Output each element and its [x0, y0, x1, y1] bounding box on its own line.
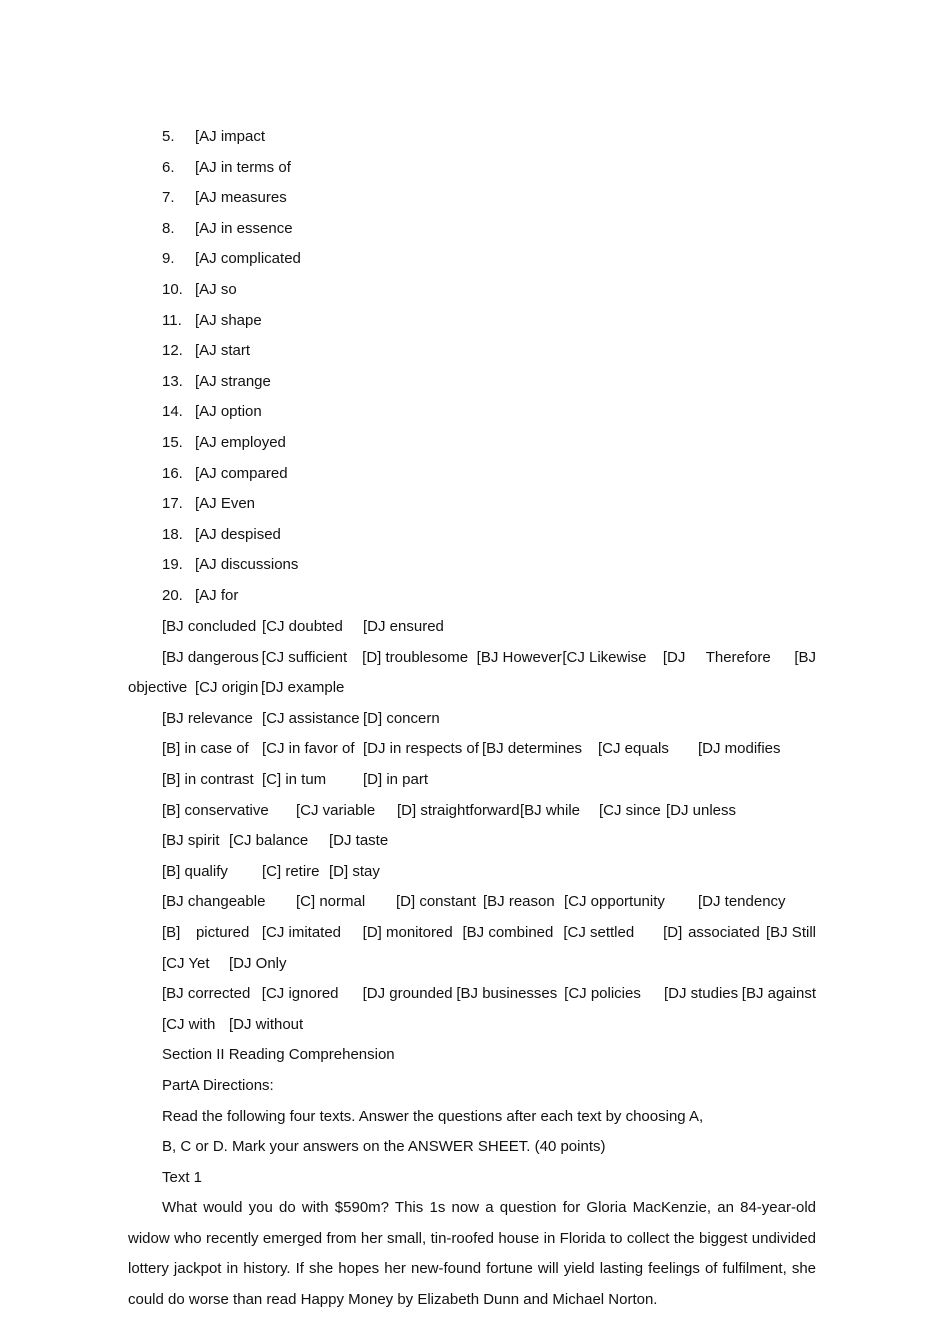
option-cell: [DJ taste	[329, 832, 389, 850]
option-cell: [CJ opportunity	[564, 893, 665, 911]
list-item	[162, 367, 301, 398]
list-item	[162, 244, 301, 275]
item-number: 13.	[162, 372, 183, 390]
option-row	[128, 734, 816, 765]
option-cell: [BJ corrected	[162, 985, 251, 1003]
list-item	[162, 428, 301, 459]
passage-paragraph: What would you do with $590m? This 1s now a question for Gloria MacKenzie, an 84-year-old widow who recently emerged from her small, tin-roofed house in Florida to collect the biggest undivided lottery jackpot in history. If she hopes her new-found fortune will yield lasting feelings of fulfilment, she could do worse than read Happy Money by Elizabeth Dunn and Michael Norton.	[128, 1199, 816, 1309]
option-cell: [BJ	[794, 648, 817, 666]
option-cell: [CJ since	[599, 801, 661, 819]
item-number: 20.	[162, 586, 183, 604]
option-row	[128, 1010, 816, 1041]
item-text: [AJ option	[195, 403, 262, 421]
item-number: 10.	[162, 280, 183, 298]
item-number: 6.	[162, 158, 175, 176]
item-text: [AJ in terms of	[195, 158, 291, 176]
option-cell: [BJ relevance	[162, 709, 253, 727]
option-cell: [DJ ensured	[363, 618, 444, 635]
option-row	[128, 979, 816, 1010]
option-row	[128, 796, 816, 827]
item-text: [AJ despised	[195, 525, 281, 543]
option-row	[128, 918, 816, 949]
option-cell: [D] troublesome	[362, 648, 469, 666]
option-cell: [BJ businesses	[456, 985, 558, 1003]
option-cell: Therefore	[705, 648, 771, 666]
option-cell: pictured	[195, 923, 250, 941]
option-cell: [DJ studies	[663, 985, 739, 1003]
item-text: [AJ in essence	[195, 219, 293, 237]
item-number: 9.	[162, 250, 175, 268]
option-cell: [CJ ignored	[261, 985, 339, 1003]
option-cell: [D] constant	[396, 893, 477, 911]
document-body	[128, 612, 816, 1316]
option-cell: [CJ origin	[195, 679, 259, 697]
list-item	[162, 275, 301, 306]
option-row	[128, 612, 816, 643]
item-number: 12.	[162, 342, 183, 360]
option-cell: [BJ determines	[482, 740, 583, 758]
option-cell: [CJ Likewise	[562, 648, 647, 666]
option-cell: [CJ imitated	[261, 923, 342, 941]
option-cell: associated	[688, 923, 760, 941]
list-item	[162, 336, 301, 367]
option-cell: [BJ against	[741, 985, 817, 1003]
option-cell: [D] stay	[329, 862, 380, 880]
list-item	[162, 459, 301, 490]
item-number: 5.	[162, 128, 175, 145]
item-text: [AJ employed	[195, 433, 286, 451]
option-cell: [BJ changeable	[162, 893, 266, 911]
list-item	[162, 153, 301, 184]
option-cell: [BJ spirit	[162, 832, 220, 850]
item-number: 7.	[162, 189, 175, 207]
option-row	[128, 643, 816, 674]
option-cell: [BJ combined	[462, 923, 554, 941]
numbered-option-list	[162, 122, 301, 612]
option-cell: [CJ equals	[598, 740, 669, 758]
option-cell: [CJ policies	[564, 985, 641, 1003]
item-number: 17.	[162, 495, 183, 513]
option-cell: [B] in case of	[162, 740, 249, 758]
option-cell: [CJ sufficient	[261, 648, 348, 666]
option-cell: [DJ grounded	[362, 985, 453, 1003]
option-cell: [BJ Still	[765, 923, 816, 941]
option-cell: [C] in tum	[262, 770, 327, 788]
item-text: [AJ impact	[195, 128, 266, 145]
item-text: [AJ strange	[195, 372, 271, 390]
option-cell: [DJ unless	[666, 801, 737, 819]
option-cell: [D] straightforward	[397, 801, 520, 819]
option-row	[128, 826, 816, 857]
item-text: [AJ start	[195, 342, 251, 360]
section-title: Section II Reading Comprehension	[162, 1046, 395, 1064]
option-cell: [D] in part	[363, 770, 429, 788]
item-text: [AJ Even	[195, 495, 256, 513]
item-number: 16.	[162, 464, 183, 482]
list-item	[162, 214, 301, 245]
option-cell: [CJ with	[162, 1015, 216, 1033]
option-cell: [CJ variable	[296, 801, 376, 819]
list-item	[162, 550, 301, 581]
list-item	[162, 306, 301, 337]
option-cell: [B] in contrast	[162, 770, 254, 788]
item-text: [AJ measures	[195, 189, 287, 207]
list-item	[162, 183, 301, 214]
item-text: [AJ shape	[195, 311, 262, 329]
option-cell: [CJ settled	[563, 923, 635, 941]
directions-line: Read the following four texts. Answer the questions after each text by choosing A,	[162, 1107, 704, 1125]
item-text: [AJ for	[195, 586, 239, 604]
option-cell: [DJ tendency	[698, 893, 786, 911]
option-cell: [B]	[162, 923, 181, 941]
option-row	[128, 887, 816, 918]
option-cell: [BJ reason	[483, 893, 555, 911]
item-number: 14.	[162, 403, 183, 421]
item-number: 11.	[162, 311, 182, 329]
list-item	[162, 122, 301, 153]
item-number: 18.	[162, 525, 183, 543]
list-item	[162, 489, 301, 520]
item-text: [AJ complicated	[195, 250, 301, 268]
item-number: 15.	[162, 433, 183, 451]
item-text: [AJ discussions	[195, 556, 299, 574]
option-cell: [BJ while	[520, 801, 581, 819]
option-cell: [D] concern	[363, 709, 440, 727]
option-cell: [BJ concluded	[162, 618, 257, 635]
list-item	[162, 581, 301, 612]
option-cell: [DJ	[662, 648, 686, 666]
option-cell: [DJ in respects of	[363, 740, 479, 758]
option-cell: [D]	[663, 923, 683, 941]
option-cell: [C] retire	[262, 862, 320, 880]
option-cell: [CJ balance	[229, 832, 309, 850]
option-row	[128, 673, 816, 704]
list-item	[162, 397, 301, 428]
option-row	[128, 765, 816, 796]
option-cell: [CJ assistance	[262, 709, 360, 727]
option-cell: [D] monitored	[362, 923, 453, 941]
option-cell: [CJ doubted	[262, 618, 343, 635]
part-title: PartA Directions:	[162, 1076, 274, 1094]
option-cell: [CJ in favor of	[262, 740, 355, 758]
option-row	[128, 704, 816, 735]
option-cell: [B] qualify	[162, 862, 228, 880]
item-number: 8.	[162, 219, 175, 237]
item-text: [AJ so	[195, 280, 237, 298]
option-cell: [C] normal	[296, 893, 366, 911]
option-row	[128, 949, 816, 980]
option-cell: [DJ example	[261, 679, 345, 697]
option-cell: [BJ However	[476, 648, 562, 666]
option-cell: objective	[128, 679, 188, 697]
item-number: 19.	[162, 556, 183, 574]
option-cell: [DJ Only	[229, 954, 287, 972]
option-cell: [CJ Yet	[162, 954, 210, 972]
option-row	[128, 857, 816, 888]
list-item	[162, 520, 301, 551]
option-cell: [BJ dangerous	[162, 648, 259, 666]
text-label: Text 1	[162, 1168, 203, 1186]
item-text: [AJ compared	[195, 464, 288, 482]
option-cell: [DJ modifies	[698, 740, 781, 758]
directions-line: B, C or D. Mark your answers on the ANSWER SHEET. (40 points)	[162, 1138, 606, 1156]
option-cell: [DJ without	[229, 1015, 304, 1033]
option-cell: [B] conservative	[162, 801, 269, 819]
